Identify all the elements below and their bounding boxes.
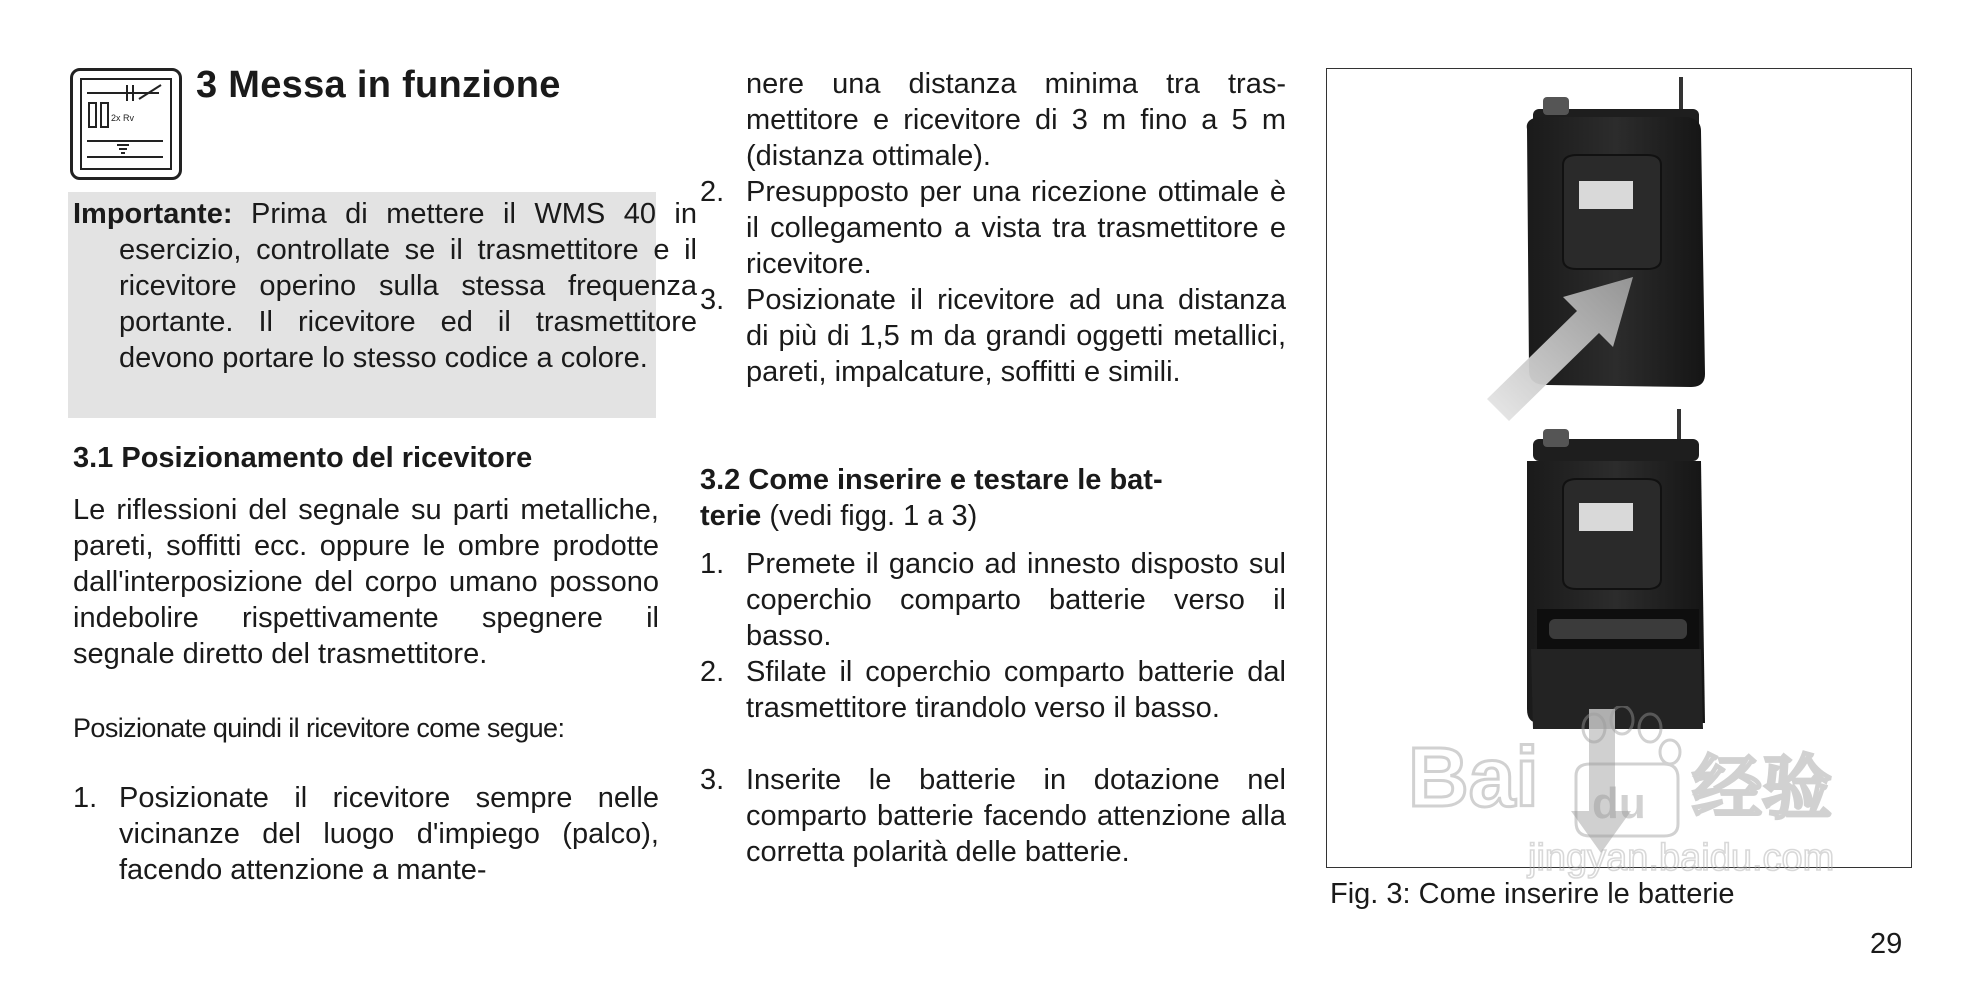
section-3-1-paragraph-2: Posizionate quindi il ricevitore come segue:: [73, 713, 565, 743]
list-text: Posizionate il ricevitore ad una distanza di più di 1,5 m da grandi oggetti metallici, pareti, impalcature, soffitti e simili.: [746, 284, 1286, 388]
list-text: Posizionate il ricevitore sempre nelle vicinanze del luogo d'impiego (palco), facendo attenzione a mante-: [119, 782, 659, 886]
section-3-2-heading-ref: (vedi figg. 1 a 3): [761, 500, 978, 532]
section-3-2-heading: [700, 462, 1286, 534]
list-item-3-2-3: [700, 762, 1286, 870]
list-text: Premete il gancio ad innesto disposto sul coperchio comparto batterie verso il basso.: [746, 548, 1286, 652]
important-label: Importante:: [73, 198, 233, 230]
transmitter-bottom: [1527, 409, 1705, 729]
list-number: 3.: [700, 764, 725, 796]
list-number: 2.: [700, 176, 725, 208]
chapter-title: 3 Messa in funzione: [196, 64, 561, 106]
list-item-3-2-2: [700, 654, 1286, 726]
circuit-diagram-icon: [73, 71, 179, 177]
section-3-1-paragraph: Le riflessioni del segnale su parti metalliche, pareti, soffitti ecc. oppure le ombre prodotte dall'interposizione del corpo umano possono indebolire rispettivamente spegnere il segnale diretto del trasmettitore.: [73, 494, 659, 670]
list-text: Presupposto per una ricezione ottimale è il collegamento a vista tra trasmettitore e ricevitore.: [746, 176, 1286, 280]
list-item-3-1-2: [700, 174, 1286, 282]
page-number: 29: [1870, 928, 1903, 960]
list-item-3-1-3: [700, 282, 1286, 390]
list-number: 1.: [73, 782, 98, 814]
section-3-2-heading-line1: 3.2 Come inserire e testare le bat-: [700, 464, 1163, 496]
important-note: [73, 196, 697, 376]
important-text: Prima di mettere il WMS 40 in esercizio, controllate se il trasmettitore e il ricevitore operino sulla stessa frequenza portante. Il ricevitore ed il trasmettitore devono portare lo stesso codice a colore.: [119, 198, 698, 374]
watermark-brand: Bai: [1408, 730, 1539, 824]
battery-insertion-illustration: [1327, 69, 1912, 868]
watermark-cn: 经验: [1692, 747, 1832, 829]
section-3-2-heading-line2: terie: [700, 500, 762, 532]
watermark-url: jingyan.baidu.com: [1528, 837, 1835, 879]
circuit-icon-label: 2x Rv: [111, 113, 135, 123]
list-item-3-1-1-part-b: [700, 66, 1286, 174]
list-item-3-2-1: [700, 546, 1286, 654]
list-number: 3.: [700, 284, 725, 316]
list-text: Sfilate il coperchio comparto batterie dal trasmettitore tirandolo verso il basso.: [746, 656, 1286, 724]
pull-down-arrow: [1571, 709, 1631, 853]
figure-3-frame: [1326, 68, 1912, 868]
figure-caption: Fig. 3: Come inserire le batterie: [1330, 878, 1735, 910]
list-text: Inserite le batterie in dotazione nel comparto batterie facendo attenzione alla corretta polarità delle batterie.: [746, 764, 1286, 868]
chapter-circuit-icon: [70, 68, 182, 180]
list-text-continued: nere una distanza minima tra trasmettitore e ricevitore di 3 m fino a 5 m (distanza ottimale).: [746, 68, 1286, 172]
list-item-3-1-1-part-a: [73, 780, 659, 890]
watermark-du: du: [1592, 779, 1646, 828]
list-number: 2.: [700, 656, 725, 688]
list-number: 1.: [700, 548, 725, 580]
section-3-1-heading: 3.1 Posizionamento del ricevitore: [73, 442, 533, 474]
